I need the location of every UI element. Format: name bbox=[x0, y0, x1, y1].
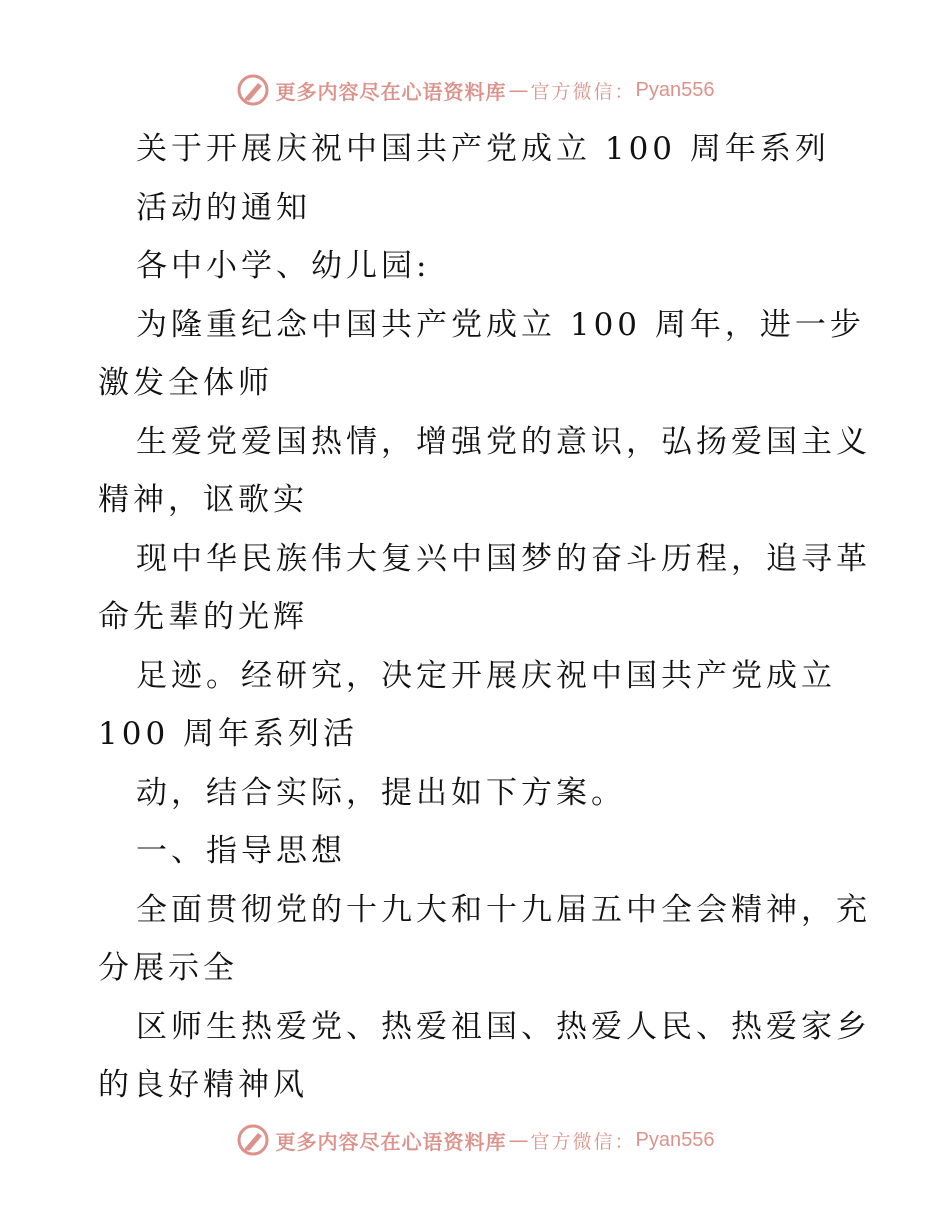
pen-logo-icon bbox=[236, 73, 270, 107]
watermark-handle: Pyan556 bbox=[635, 1128, 715, 1151]
document-line: 足迹。经研究，决定开展庆祝中国共产党成立 bbox=[136, 657, 836, 694]
watermark-site-text: 更多内容尽在心语资料库 bbox=[275, 79, 507, 104]
document-line: 命先辈的光辉 bbox=[98, 599, 308, 635]
watermark-dash: — bbox=[508, 78, 529, 102]
document-line: 动，结合实际，提出如下方案。 bbox=[136, 774, 626, 811]
watermark-banner-top bbox=[0, 70, 950, 110]
document-line: 各中小学、幼儿园: bbox=[136, 248, 431, 284]
watermark-wechat-label: 官方微信： bbox=[530, 80, 636, 103]
document-line: 为隆重纪念中国共产党成立 100 周年，进一步 bbox=[136, 306, 865, 343]
document-line: 区师生热爱党、热爱祖国、热爱人民、热爱家乡 bbox=[136, 1008, 871, 1045]
watermark-wechat-label: 官方微信： bbox=[530, 1130, 636, 1153]
document-line: 100 周年系列活 bbox=[98, 716, 359, 752]
watermark-banner-bottom bbox=[0, 1120, 950, 1160]
document-line: 精神，讴歌实 bbox=[98, 482, 308, 518]
document-line: 全面贯彻党的十九大和十九届五中全会精神，充 bbox=[136, 891, 871, 928]
document-body bbox=[98, 120, 871, 1115]
document-line: 现中华民族伟大复兴中国梦的奋斗历程，追寻革 bbox=[136, 540, 871, 577]
document-line: 关于开展庆祝中国共产党成立 100 周年系列 bbox=[136, 131, 830, 167]
watermark-dash: — bbox=[508, 1128, 529, 1152]
watermark-handle: Pyan556 bbox=[635, 78, 715, 101]
document-line: 激发全体师 bbox=[98, 365, 273, 401]
document-line: 活动的通知 bbox=[136, 189, 311, 226]
watermark-site-text: 更多内容尽在心语资料库 bbox=[275, 1129, 507, 1154]
pen-logo-icon bbox=[236, 1123, 270, 1157]
document-line: 的良好精神风 bbox=[98, 1067, 308, 1103]
document-line: 一、指导思想 bbox=[136, 833, 346, 869]
document-line: 生爱党爱国热情，增强党的意识，弘扬爱国主义 bbox=[136, 423, 871, 460]
document-line: 分展示全 bbox=[98, 950, 238, 986]
